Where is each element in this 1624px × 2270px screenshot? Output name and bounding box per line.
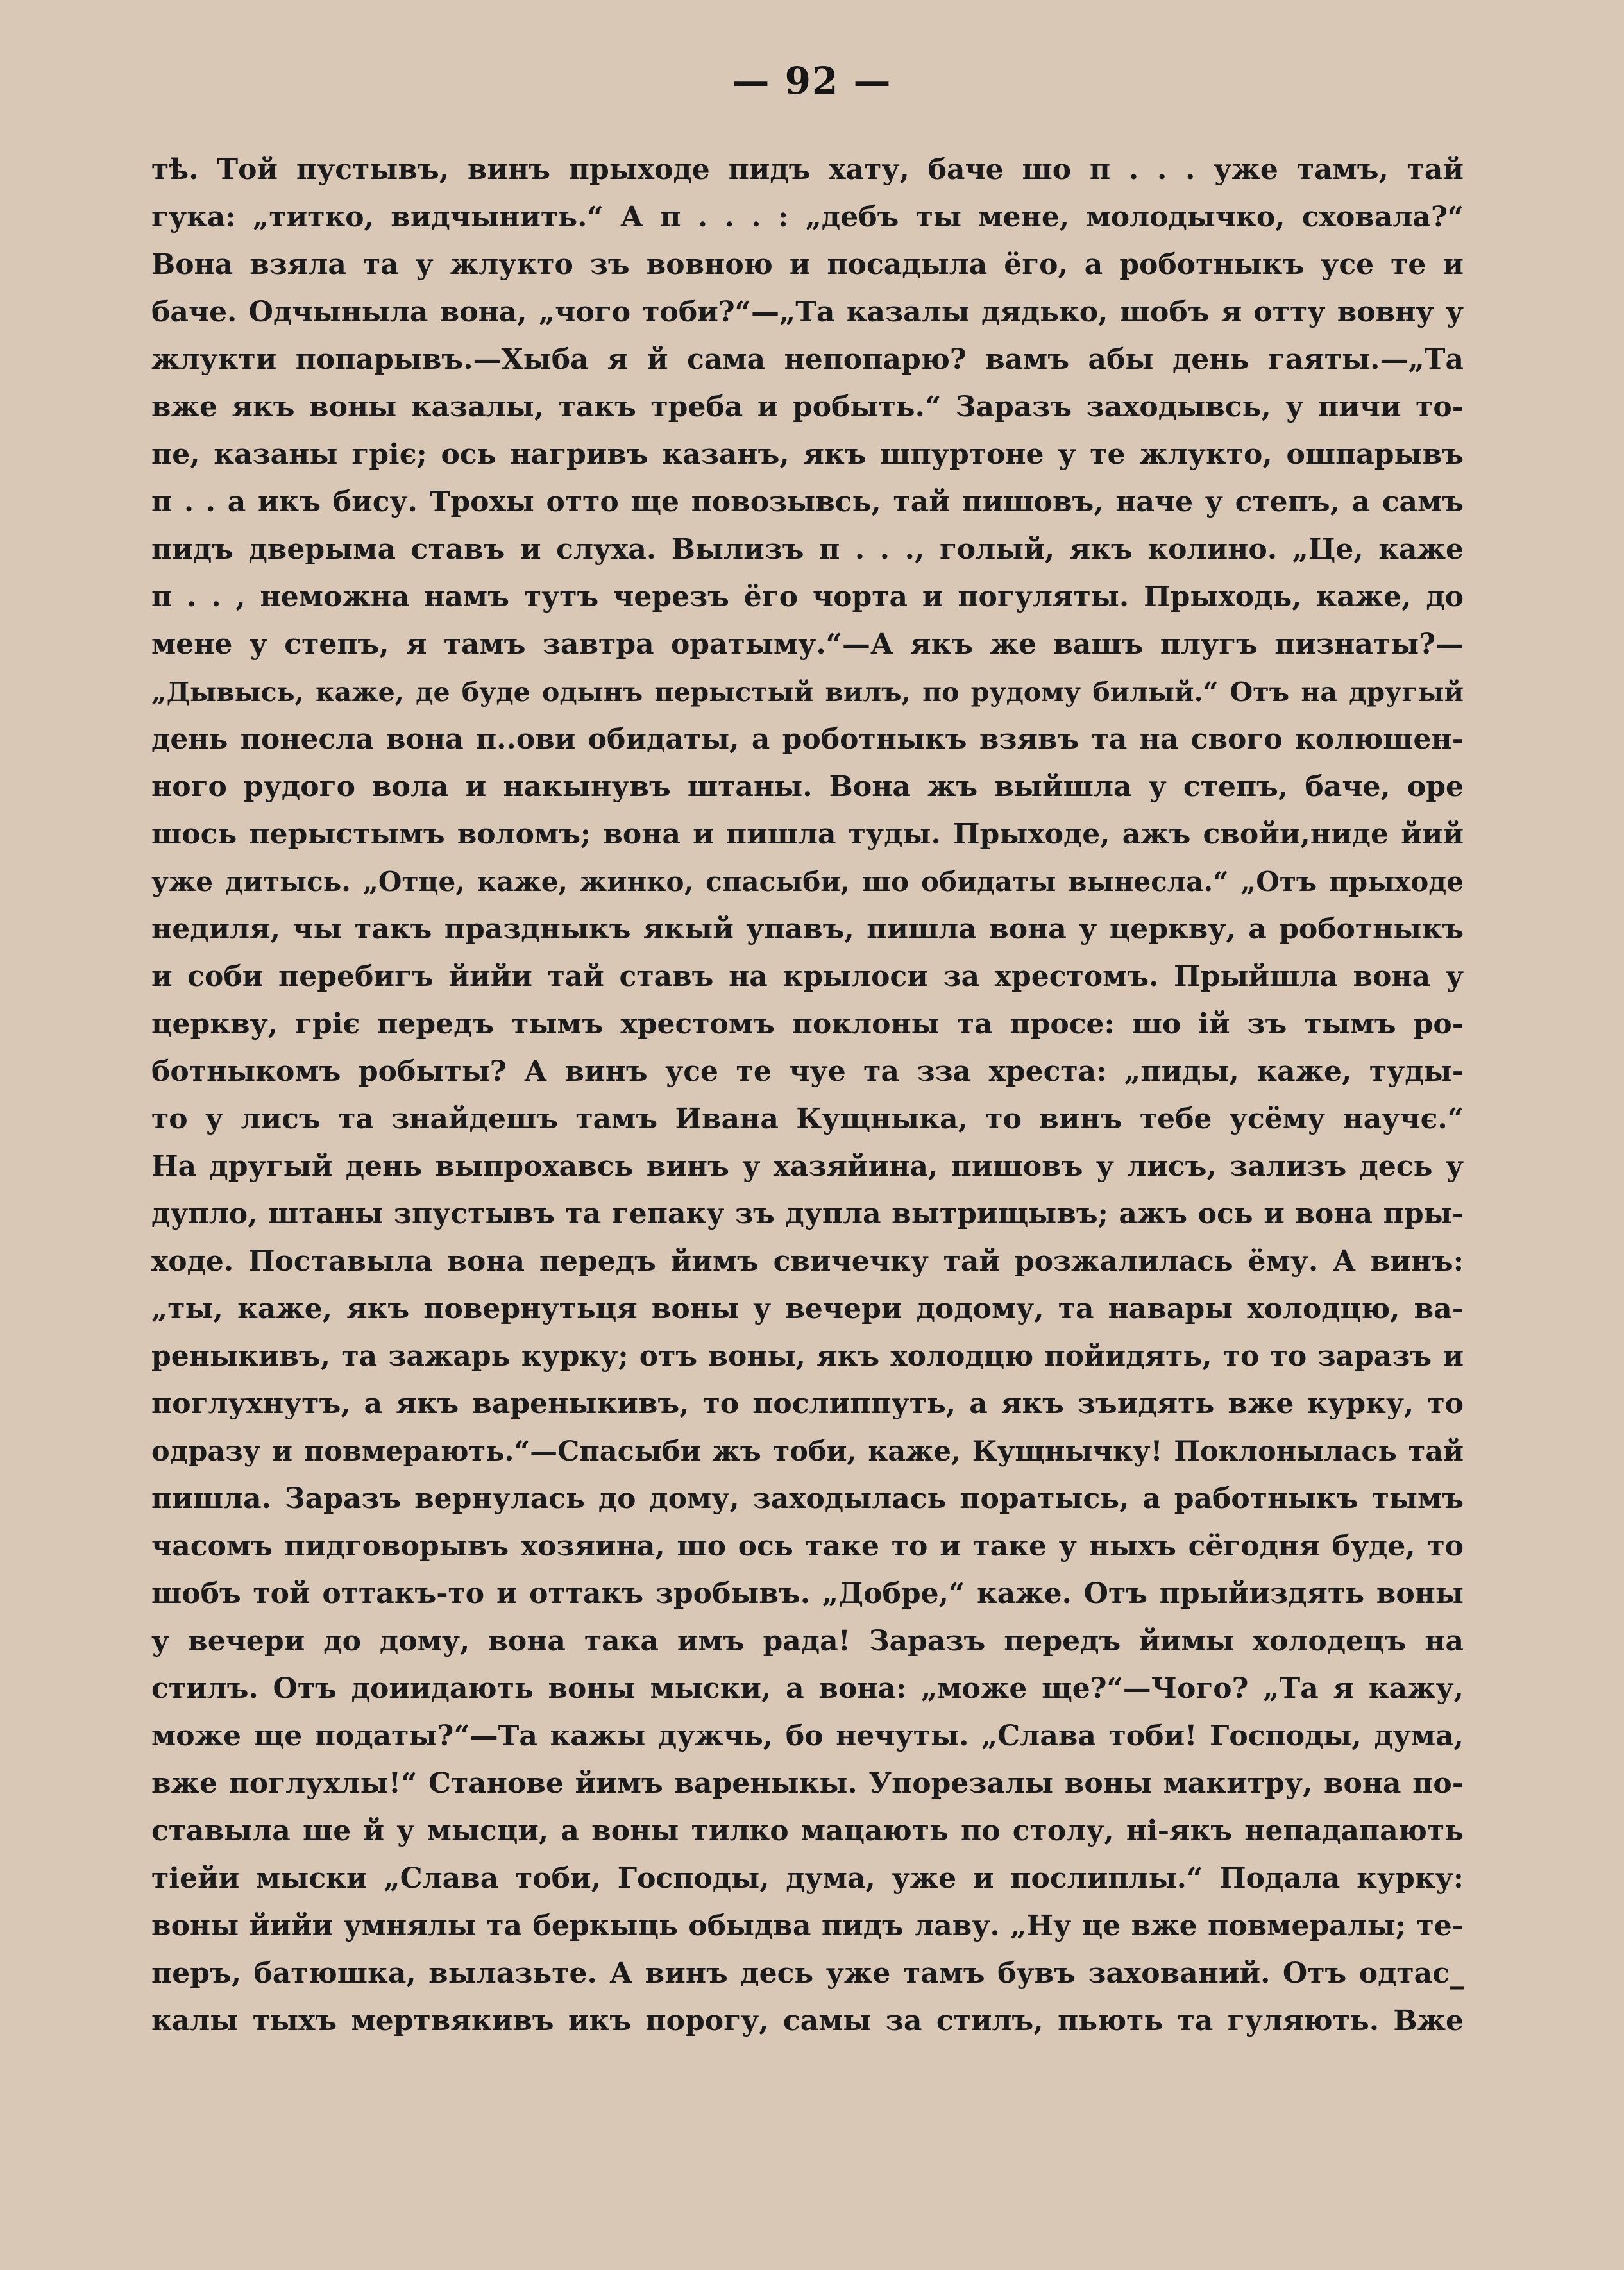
text-line: ного рудого вола и накынувъ штаны. Вона жъ выйшла у степъ, баче, оре: [151, 770, 1464, 803]
text-line: пишла. Заразъ вернулась до дому, заходылась поратысь, а работныкъ тымъ: [151, 1482, 1464, 1515]
text-line: шось перыстымъ воломъ; вона и пишла туды. Прыходе, ажъ свойи,ниде йий: [151, 818, 1464, 851]
text-line: ходе. Поставыла вона передъ йимъ свичечку тай розжалилась ёму. А винъ:: [151, 1245, 1464, 1278]
text-line: пидъ дверыма ставъ и слуха. Вылизъ п . . ., голый, якъ колино. „Це, каже: [151, 533, 1464, 566]
text-line: стилъ. Отъ доиидають воны мыски, а вона: „може ще?“—Чого? „Та я кажу,: [151, 1672, 1464, 1705]
text-line: „Дывысь, каже, де буде одынъ перыстый вилъ, по рудому билый.“ Отъ на другый: [151, 677, 1464, 707]
text-line: п . . а икъ бису. Трохы отто ще повозывсь, тай пишовъ, наче у степъ, а самъ: [151, 486, 1464, 518]
text-line: день понесла вона п..ови обидаты, а роботныкъ взявъ та на свого колюшен-: [151, 723, 1464, 756]
text-line: вже якъ воны казалы, такъ треба и робыть.“ Заразъ заходывсь, у пичи то-: [151, 391, 1464, 423]
text-line: калы тыхъ мертвякивъ икъ порогу, самы за стилъ, пьють та гуляють. Вже: [151, 2004, 1464, 2037]
text-line: часомъ пидговорывъ хозяина, шо ось таке то и таке у ныхъ сёгодня буде, то: [151, 1530, 1464, 1563]
text-line: недиля, чы такъ праздныкъ якый упавъ, пишла вона у церкву, а роботныкъ: [151, 913, 1464, 945]
text-line: гука: „титко, видчынить.“ А п . . . : „дебъ ты мене, молодычко, сховала?“: [151, 201, 1464, 233]
text-line: тѣ. Той пустывъ, винъ прыходе пидъ хату, баче шо п . . . уже тамъ, тай: [151, 153, 1464, 186]
text-line: вже поглухлы!“ Станове йимъ вареныкы. Упорезалы воны макитру, вона по-: [151, 1767, 1464, 1800]
text-line: поглухнутъ, а якъ вареныкивъ, то послиппуть, а якъ зъидять вже курку, то: [151, 1387, 1464, 1420]
page-number: — 92 —: [732, 59, 892, 103]
text-line: баче. Одчыныла вона, „чого тоби?“—„Та казалы дядько, шобъ я отту вовну у: [151, 296, 1464, 328]
text-line: ставыла ше й у мысци, а воны тилко мацають по столу, ні-якъ непадапають: [151, 1815, 1464, 1847]
text-line: реныкивъ, та зажарь курку; отъ воны, якъ холодцю пойидять, то то заразъ и: [151, 1340, 1464, 1373]
text-line: мене у степъ, я тамъ завтра оратыму.“—А якъ же вашъ плугъ пизнаты?—: [151, 628, 1464, 661]
text-line: воны йийи умнялы та беркыць обыдва пидъ лаву. „Ну це вже повмералы; те-: [151, 1910, 1464, 1942]
text-line: и соби перебигъ йийи тай ставъ на крылоси за хрестомъ. Прыйшла вона у: [151, 960, 1464, 993]
text-line: „ты, каже, якъ повернутьця воны у вечери додому, та навары холодцю, ва-: [151, 1292, 1464, 1325]
text-line: дупло, штаны зпустывъ та гепаку зъ дупла вытрищывъ; ажъ ось и вона пры-: [151, 1198, 1464, 1230]
text-line: На другый день выпрохавсь винъ у хазяйина, пишовъ у лисъ, зализъ десь у: [151, 1150, 1464, 1183]
text-line: пе, казаны гріє; ось нагривъ казанъ, якъ шпуртоне у те жлукто, ошпарывъ: [151, 438, 1464, 471]
text-line: перъ, батюшка, вылазьте. А винъ десь уже тамъ бувъ захований. Отъ одтас_: [151, 1957, 1464, 1990]
text-line: шобъ той оттакъ-то и оттакъ зробывъ. „Добре,“ каже. Отъ прыйиздять воны: [151, 1577, 1464, 1610]
text-line: п . . , неможна намъ тутъ черезъ ёго чорта и погуляты. Прыходь, каже, до: [151, 580, 1464, 613]
text-line: Вона взяла та у жлукто зъ вовною и посадыла ёго, а роботныкъ усе те и: [151, 248, 1464, 281]
body-text: [151, 146, 1464, 2045]
text-line: жлукти попарывъ.—Хыба я й сама непопарю? вамъ абы день гаяты.—„Та: [151, 343, 1464, 376]
text-line: тіейи мыски „Слава тоби, Господы, дума, уже и послиплы.“ Подала курку:: [151, 1862, 1464, 1895]
text-line: у вечери до дому, вона така имъ рада! Заразъ передъ йимы холодецъ на: [151, 1625, 1464, 1657]
text-line: уже дитысь. „Отце, каже, жинко, спасыби, шо обидаты вынесла.“ „Отъ прыходе: [151, 866, 1464, 897]
text-line: ботныкомъ робыты? А винъ усе те чуе та зза хреста: „пиды, каже, туды-: [151, 1055, 1464, 1088]
text-line: церкву, гріє передъ тымъ хрестомъ поклоны та просе: шо ій зъ тымъ ро-: [151, 1008, 1464, 1040]
text-line: одразу и повмерають.“—Спасыби жъ тоби, каже, Кущнычку! Поклонылась тай: [151, 1436, 1464, 1468]
text-line: то у лисъ та знайдешъ тамъ Ивана Кущныка, то винъ тебе усёму научє.“: [151, 1103, 1464, 1135]
text-line: може ще податы?“—Та кажы дужчь, бо нечуты. „Слава тоби! Господы, дума,: [151, 1720, 1464, 1752]
